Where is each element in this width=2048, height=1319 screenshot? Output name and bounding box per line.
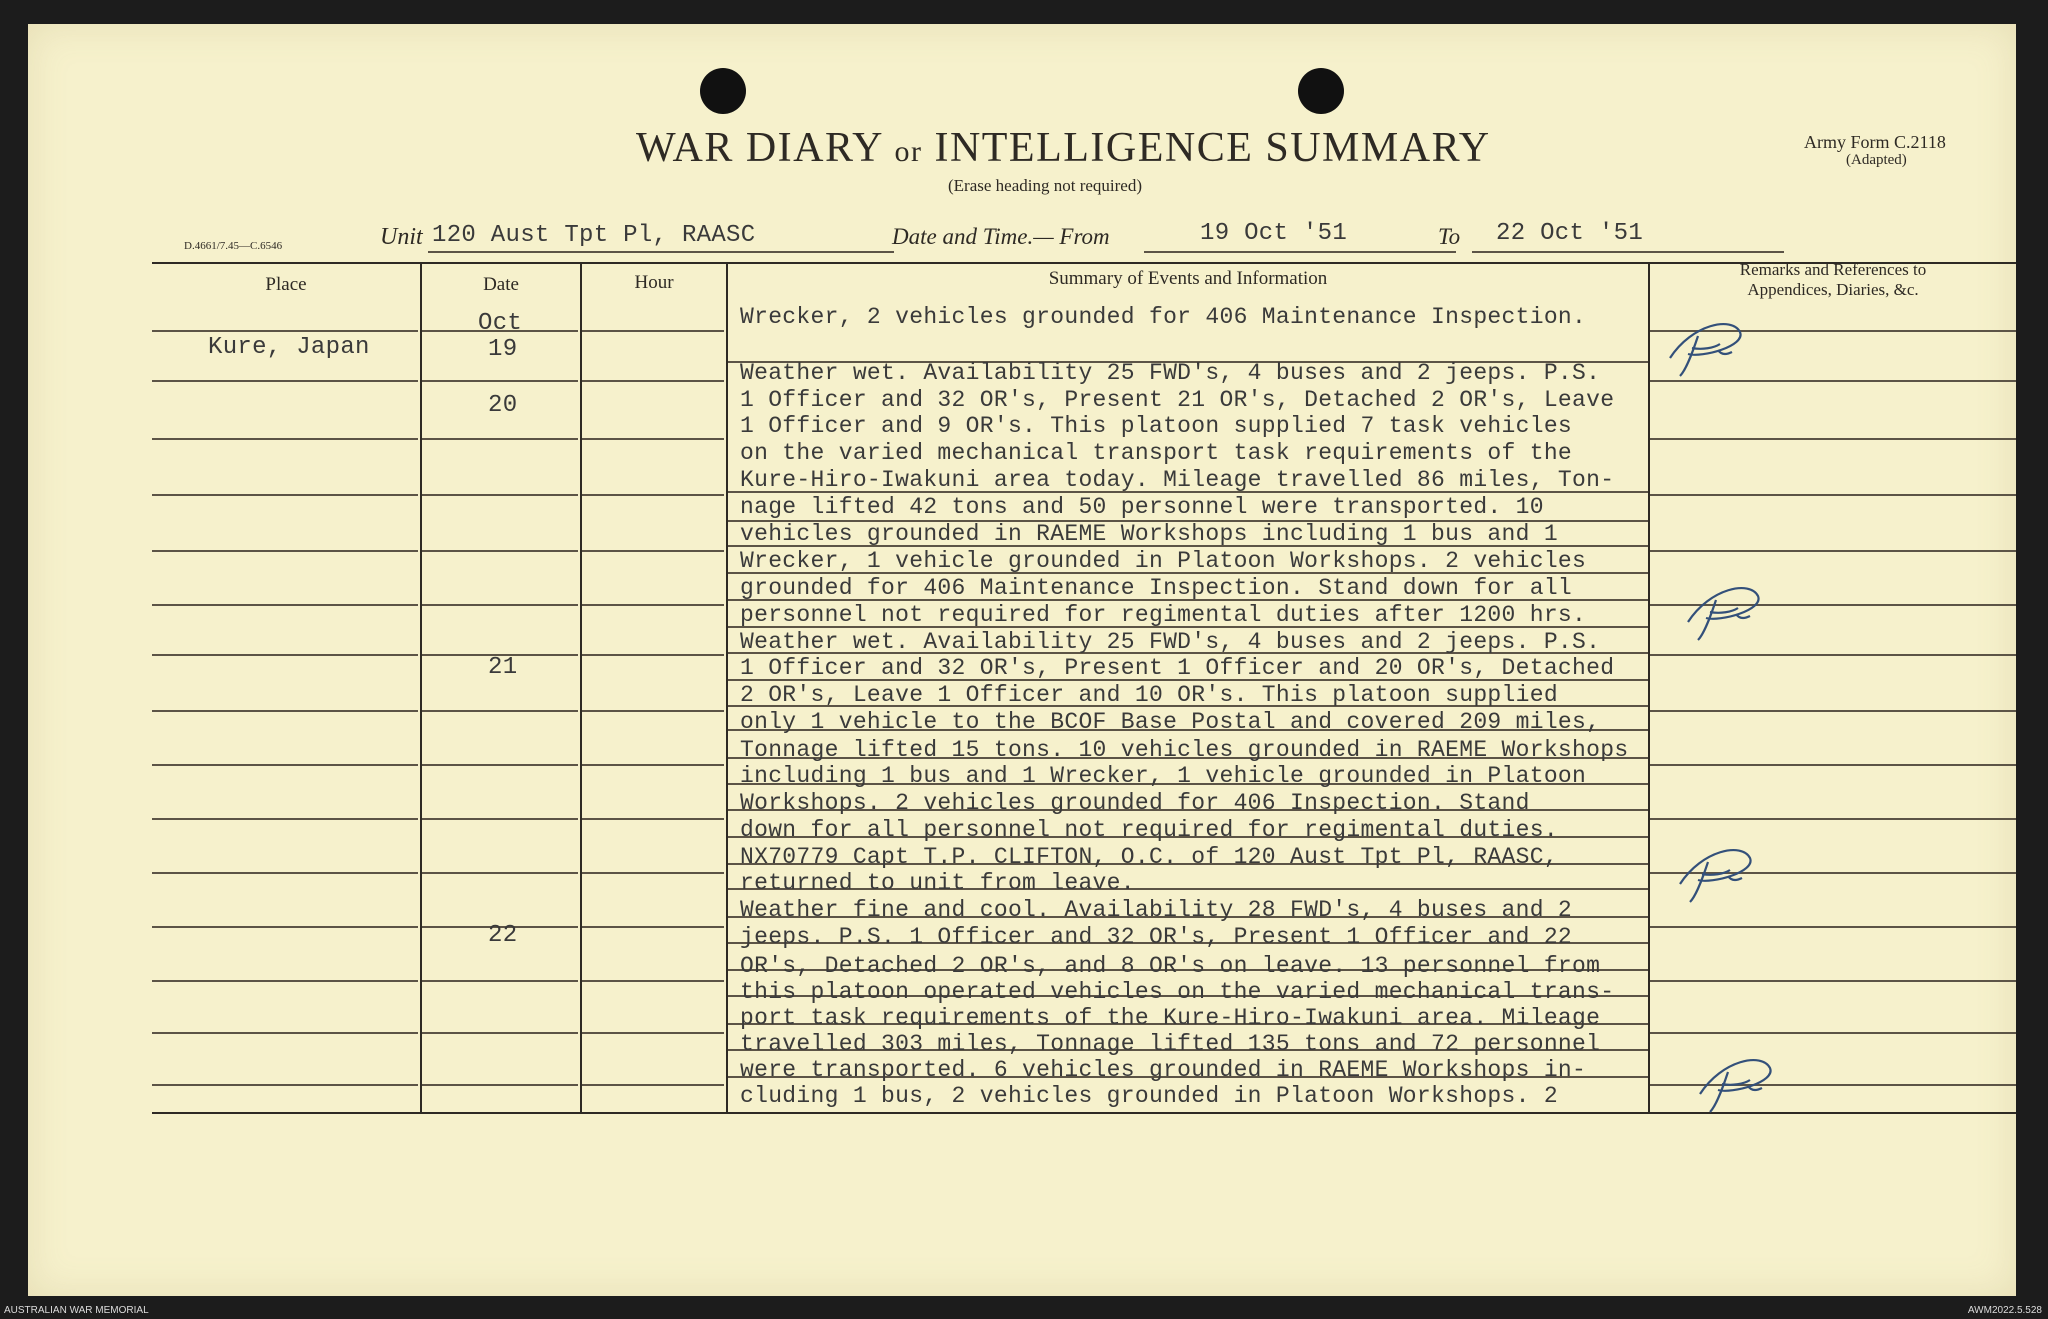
date-20: 20	[488, 392, 518, 419]
summary-line: returned to unit from leave.	[740, 870, 1135, 896]
ruled-line	[582, 550, 724, 552]
col-divider-summary	[1648, 264, 1650, 1112]
title-or: or	[894, 135, 923, 168]
ruled-line	[1650, 926, 2016, 928]
summary-line: 1 Officer and 32 OR's, Present 21 OR's, Detached 2 OR's, Leave	[740, 387, 1615, 413]
col-header-place: Place	[265, 274, 307, 295]
ruled-line	[582, 926, 724, 928]
ruled-line	[422, 380, 578, 382]
ruled-line	[1650, 550, 2016, 552]
ruled-line	[582, 710, 724, 712]
ruled-line	[422, 872, 578, 874]
summary-line: personnel not required for regimental duties after 1200 hrs.	[740, 602, 1587, 628]
ruled-line	[422, 1084, 578, 1086]
ruled-line	[152, 604, 418, 606]
ruled-line	[152, 980, 418, 982]
summary-line: nage lifted 42 tons and 50 personnel were transported. 10	[740, 494, 1544, 520]
date-to-underline	[1472, 251, 1784, 253]
summary-line: Weather fine and cool. Availability 28 FWD's, 4 buses and 2	[740, 897, 1573, 923]
summary-line: Wrecker, 1 vehicle grounded in Platoon Workshops. 2 vehicles	[740, 548, 1587, 574]
col-header-date: Date	[483, 274, 519, 295]
title-war-diary: WAR DIARY	[636, 125, 883, 171]
unit-value: 120 Aust Tpt Pl, RAASC	[432, 222, 756, 249]
summary-line: this platoon operated vehicles on the varied mechanical trans-	[740, 979, 1615, 1005]
ruled-line	[1650, 494, 2016, 496]
form-subtitle: (Erase heading not required)	[948, 176, 1142, 195]
summary-line: jeeps. P.S. 1 Officer and 32 OR's, Present 1 Officer and 22	[740, 924, 1573, 950]
ruled-line	[152, 1084, 418, 1086]
summary-line: travelled 303 miles, Tonnage lifted 135 tons and 72 personnel	[740, 1031, 1601, 1057]
ruled-line	[152, 330, 418, 332]
summary-line: down for all personnel not required for regimental duties.	[740, 817, 1558, 843]
ruled-line	[422, 818, 578, 820]
ruled-line	[152, 926, 418, 928]
col-header-summary: Summary of Events and Information	[1048, 268, 1328, 289]
initials-signature-4	[1692, 1050, 1792, 1120]
ruled-line	[152, 1032, 418, 1034]
form-title	[636, 124, 1491, 172]
date-month: Oct	[478, 310, 523, 337]
ruled-line	[1650, 980, 2016, 982]
summary-line: port task requirements of the Kure-Hiro-Iwakuni area. Mileage	[740, 1005, 1601, 1031]
summary-line: including 1 bus and 1 Wrecker, 1 vehicle grounded in Platoon	[740, 763, 1587, 789]
date-from-label: Date and Time.— From	[892, 224, 1110, 249]
ruled-line	[152, 764, 418, 766]
ruled-line	[582, 330, 724, 332]
ruled-line	[422, 438, 578, 440]
ruled-line	[582, 438, 724, 440]
summary-line: Wrecker, 2 vehicles grounded for 406 Maintenance Inspection.	[740, 304, 1587, 330]
army-form-number: Army Form C.2118	[1804, 132, 1946, 152]
ruled-line	[422, 764, 578, 766]
summary-line: Weather wet. Availability 25 FWD's, 4 buses and 2 jeeps. P.S.	[740, 629, 1601, 655]
summary-line: OR's, Detached 2 OR's, and 8 OR's on leave. 13 personnel from	[740, 953, 1601, 979]
footer-institution: AUSTRALIAN WAR MEMORIAL	[4, 1305, 149, 1316]
summary-line: NX70779 Capt T.P. CLIFTON, O.C. of 120 Aust Tpt Pl, RAASC,	[740, 844, 1558, 870]
ruled-line	[422, 1032, 578, 1034]
ruled-line	[582, 604, 724, 606]
ruled-line	[152, 654, 418, 656]
ruled-line	[422, 604, 578, 606]
ruled-line	[582, 654, 724, 656]
summary-line: Kure-Hiro-Iwakuni area today. Mileage travelled 86 miles, Ton-	[740, 467, 1615, 493]
ruled-line	[582, 980, 724, 982]
summary-line: vehicles grounded in RAEME Workshops including 1 bus and 1	[740, 521, 1558, 547]
summary-line: were transported. 6 vehicles grounded in RAEME Workshops in-	[740, 1057, 1587, 1083]
ruled-line	[582, 872, 724, 874]
col-divider-date	[580, 264, 582, 1112]
date-22: 22	[488, 922, 518, 949]
summary-line: on the varied mechanical transport task requirements of the	[740, 440, 1573, 466]
date-21: 21	[488, 654, 518, 681]
summary-line: 2 OR's, Leave 1 Officer and 10 OR's. This platoon supplied	[740, 682, 1558, 708]
col-header-remarks-line1: Remarks and References to	[1739, 260, 1927, 279]
form-code: D.4661/7.45—C.6546	[184, 240, 283, 252]
ruled-line	[152, 710, 418, 712]
ruled-line	[422, 710, 578, 712]
summary-line: 1 Officer and 32 OR's, Present 1 Officer and 20 OR's, Detached	[740, 655, 1615, 681]
summary-line: 1 Officer and 9 OR's. This platoon supplied 7 task vehicles	[740, 413, 1573, 439]
summary-line: grounded for 406 Maintenance Inspection. Stand down for all	[740, 575, 1573, 601]
punch-hole-right	[1298, 68, 1344, 114]
ruled-line	[152, 550, 418, 552]
place-value: Kure, Japan	[208, 334, 370, 361]
initials-signature-3	[1672, 840, 1772, 910]
footer-accession-number: AWM2022.5.528	[1967, 1305, 2042, 1316]
col-divider-place	[420, 264, 422, 1112]
ruled-line	[582, 1084, 724, 1086]
date-from-value: 19 Oct '51	[1200, 220, 1348, 247]
col-header-hour: Hour	[634, 272, 674, 293]
date-from-underline	[1144, 251, 1456, 253]
ruled-line	[152, 494, 418, 496]
title-intelligence-summary: INTELLIGENCE SUMMARY	[934, 125, 1491, 171]
unit-underline	[428, 251, 894, 253]
summary-line: Weather wet. Availability 25 FWD's, 4 buses and 2 jeeps. P.S.	[740, 360, 1601, 386]
ruled-line	[582, 764, 724, 766]
ruled-line	[582, 380, 724, 382]
initials-signature-2	[1680, 578, 1780, 648]
unit-label: Unit	[380, 224, 423, 250]
diary-page	[28, 24, 2016, 1296]
summary-line: only 1 vehicle to the BCOF Base Postal and covered 209 miles,	[740, 709, 1601, 735]
ruled-line	[152, 818, 418, 820]
initials-signature-1	[1662, 314, 1762, 384]
ruled-line	[152, 872, 418, 874]
date-19: 19	[488, 336, 518, 363]
date-to-label: To	[1438, 224, 1461, 249]
ruled-line	[582, 494, 724, 496]
ruled-line	[422, 494, 578, 496]
ruled-line	[1650, 654, 2016, 656]
ruled-line	[1650, 1032, 2016, 1034]
summary-line: Tonnage lifted 15 tons. 10 vehicles grounded in RAEME Workshops	[740, 737, 1629, 763]
ruled-line	[582, 818, 724, 820]
date-to-value: 22 Oct '51	[1496, 220, 1644, 247]
ruled-line	[422, 980, 578, 982]
col-header-remarks-line2: Appendices, Diaries, &c.	[1747, 280, 1919, 299]
ruled-line	[1650, 438, 2016, 440]
ruled-line	[1650, 818, 2016, 820]
punch-hole-left	[700, 68, 746, 114]
army-form-adapted: (Adapted)	[1846, 152, 1907, 168]
summary-line: cluding 1 bus, 2 vehicles grounded in Platoon Workshops. 2	[740, 1083, 1558, 1109]
ruled-line	[1650, 710, 2016, 712]
ruled-line	[152, 438, 418, 440]
ruled-line	[582, 1032, 724, 1034]
ruled-line	[422, 550, 578, 552]
col-divider-hour	[726, 264, 728, 1112]
summary-line: Workshops. 2 vehicles grounded for 406 Inspection. Stand	[740, 790, 1530, 816]
ruled-line	[1650, 764, 2016, 766]
ruled-line	[152, 380, 418, 382]
